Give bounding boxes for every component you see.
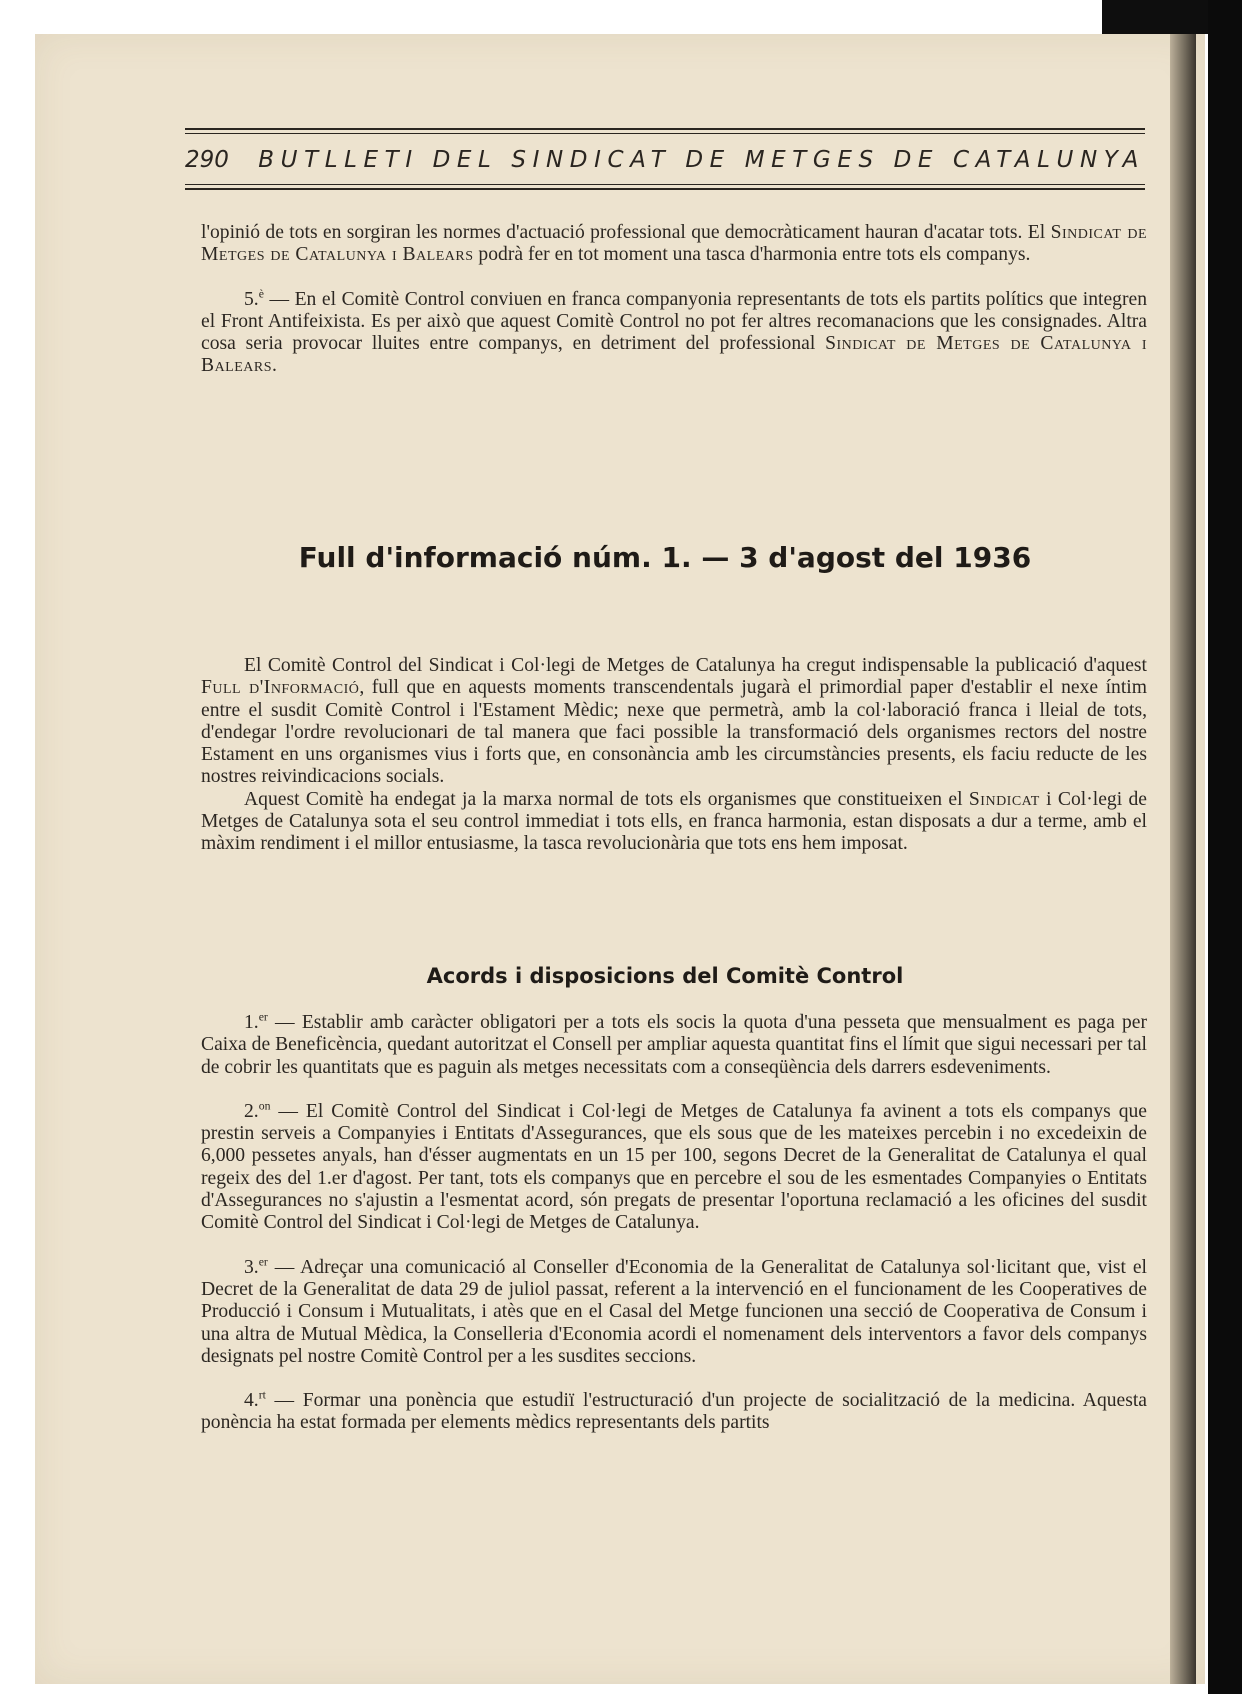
journal-title: BUTLLETI DEL SINDICAT DE METGES DE CATALUNYA [258,147,1145,173]
agreement-text: — Establir amb caràcter obligatori per a tots els socis la quota d'una pesseta que mensualment es paga per Caixa de Beneficència, quedant autoritzat el Consell per ampliar aquesta quantitat fins el límit que sigui necessari per tal de cobrir les quantitats que es paguin als metges necessitats com a conseqüència dels darrers esdeveniments. [201,1012,1147,1078]
intro-text [201,222,1147,378]
agreements-title: Acords i disposicions del Comitè Control [426,964,904,988]
agreement-ordinal: on [258,1099,271,1113]
intro-p2-text: — En el Comitè Control conviuen en franca companyonia representants de tots els partits polítics que integren el Front Antifeixista. Es per això que aquest Comitè Control no pot fer altres recomanacions que les consignades. Altra cosa seria provocar lluites entre companys, en detriment del professional [201,288,1147,355]
section-title: Full d'informació núm. 1. — 3 d'agost del 1936 [298,541,1032,574]
section-p2-text: Aquest Comitè ha endegat ja la marxa normal de tots els organismes que constitueixen el [244,788,969,810]
agreement-text: — Formar una ponència que estudiï l'estructuració d'un projecte de socialització de la medicina. Aquesta ponència ha estat formada per elements mèdics representants dels partits [201,1390,1147,1434]
intro-p1-org: Sindicat de Metges de Catalunya i Balears [201,222,1148,266]
agreement-text: — Adreçar una comunicació al Conseller d'Economia de la Generalitat de Catalunya sol·licitant que, vist el Decret de la Generalitat de data 29 de juliol passat, referent a la intervenció en el funcionament de les Cooperatives de Producció i Consum i Mutualitats, i atès que en el Casal del Metge funcionen una secció de Cooperativa de Consum i una altra de Mutual Mèdica, la Conselleria d'Economia acordi el nomenament dels interventors a favor dels companys designats pel nostre Comitè Control per a les susdites seccions. [201,1256,1147,1367]
intro-p2-number: 5. [244,288,259,310]
section-p1-publication: Full d'Informació [201,677,360,699]
page-edge-shadow [1170,34,1196,1684]
section-paragraph-2 [201,789,1147,856]
agreement-item [201,1101,1147,1235]
agreement-ordinal: er [258,1255,268,1269]
agreement-number: 2. [244,1100,259,1122]
section-text [201,655,1147,856]
intro-paragraph-1 [201,222,1147,267]
agreement-number: 3. [244,1256,259,1278]
running-head [185,142,1145,178]
agreement-item [201,1012,1147,1079]
intro-p1-text-end: podrà fer en tot moment una tasca d'harmonia entre tots els companys. [473,244,1031,266]
header-rule-bottom [185,188,1145,190]
intro-paragraph-2 [201,289,1147,378]
section-p2-org: Sindicat [968,788,1040,810]
agreements-list [201,1012,1147,1435]
section-p1-text-end: , full que en aquests moments transcendentals jugarà el primordial paper d'establir el nexe íntim entre el susdit Comitè Control i l'Estament Mèdic; nexe que permetrà, amb la col·laboració franca i lleial de tots, d'endegar l'ordre revolucionari de tal manera que faci possible la transformació dels organismes rectors del nostre Estament en uns organismes vius i forts que, en consonància amb les circumstàncies presents, els faciu reducte de les nostres reivindicacions socials. [201,677,1147,788]
intro-p2-text-end: . [272,355,277,377]
agreement-ordinal: er [258,1010,268,1024]
section-paragraph-1 [201,655,1147,789]
scan-background-edge [1208,0,1242,1694]
agreement-number: 4. [244,1390,259,1412]
agreement-number: 1. [244,1012,259,1033]
agreement-item [201,1257,1147,1368]
intro-p1-text: l'opinió de tots en sorgiran les normes d'actuació professional que democràticament hauran d'acatar tots. El [201,222,1051,243]
section-p2-text-end: i Col·legi de Metges de Catalunya sota el seu control immediat i tots ells, en franca harmonia, estan disposats a dur a terme, amb el màxim rendiment i el millor entusiasme, la tasca revolucionària que tots ens hem imposat. [201,788,1147,855]
page-number: 290 [185,147,229,173]
intro-p2-org: Sindicat de Metges de Catalunya i Balears [201,333,1147,377]
header-rule-top [185,128,1145,130]
section-p1-text: El Comitè Control del Sindicat i Col·legi de Metges de Catalunya ha cregut indispensable la publicació d'aquest [244,655,1147,676]
agreement-item [201,1390,1147,1435]
intro-p2-ordinal: è [258,287,264,301]
header-rule-top-thin [185,133,1145,134]
agreement-ordinal: rt [258,1388,266,1402]
header-rule-bottom-thin [185,184,1145,185]
agreement-text: — El Comitè Control del Sindicat i Col·legi de Metges de Catalunya fa avinent a tots els companys que prestin serveis a Companyies i Entitats d'Assegurances, que els sous que de les mateixes percebin i no excedeixin de 6,000 pessetes anyals, han d'ésser augmentats en un 15 per 100, segons Decret de la Generalitat de Catalunya el qual regeix des del 1.er d'agost. Per tant, tots els companys que en percebre el sou de les esmentades Companyies o Entitats d'Assegurances no s'ajustin a l'esmentat acord, són pregats de presentar l'oportuna reclamació a les oficines del susdit Comitè Control del Sindicat i Col·legi de Metges de Catalunya. [201,1100,1147,1234]
